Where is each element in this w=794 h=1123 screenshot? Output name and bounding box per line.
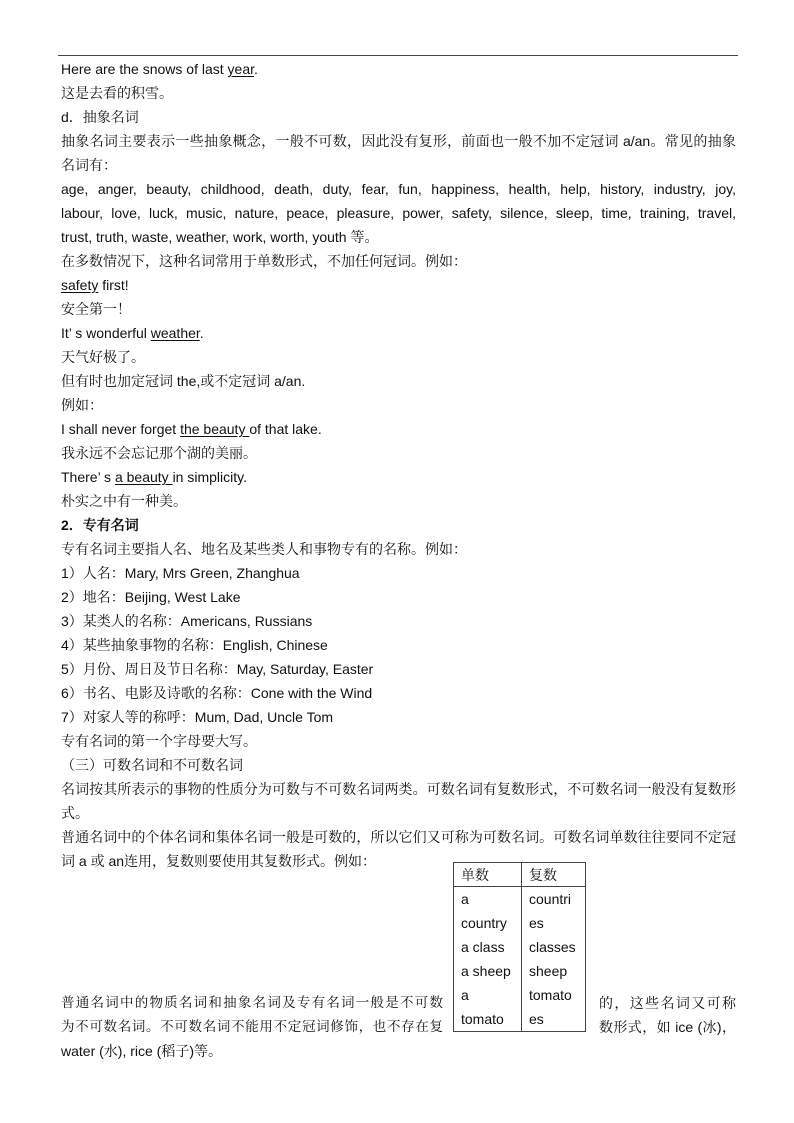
example-safety-underlined: safety — [61, 277, 99, 293]
countable-intro-line: 式。 — [61, 805, 89, 821]
uncountable-description-line: 为不可数名词。不可数名词不能用不定冠词修饰，也不存在复 — [61, 1019, 443, 1034]
table-cell-singular: a class — [461, 939, 505, 955]
table-cell-singular: a sheep — [461, 963, 511, 979]
document-body — [61, 57, 736, 873]
example-snow — [61, 57, 736, 81]
uncountable-description-line: 普通名词中的物质名词和抽象名词及专有名词一般是不可数 — [61, 995, 443, 1010]
proper-noun-item: 7）对家人等的称呼：Mum, Dad, Uncle Tom — [61, 709, 334, 725]
example-safety-translation: 安全第一！ — [61, 301, 131, 317]
table-cell-plural: classes — [529, 939, 576, 955]
example-snow-underlined: year — [227, 61, 254, 77]
uncountable-examples: water (水), rice (稻子)等。 — [61, 1043, 222, 1059]
abstract-noun-list-line: trust, truth, waste, weather, work, worth, youth 等。 — [61, 229, 379, 245]
countable-description-line: 词 a 或 an连用，复数则要使用其复数形式。例如： — [61, 853, 377, 869]
proper-noun-description: 专有名词主要指人名、地名及某些类人和事物专有的名称。例如： — [61, 541, 467, 557]
proper-noun-rule: 专有名词的第一个字母要大写。 — [61, 733, 257, 749]
abstract-noun-heading: d．抽象名词 — [61, 109, 139, 125]
countable-description-line: 普通名词中的个体名词和集体名词一般是可数的，所以它们又可称为可数名词。可数名词单数往往要同不定冠 — [61, 829, 736, 845]
table-cell-singular: a country — [461, 891, 507, 931]
example-weather-translation: 天气好极了。 — [61, 349, 145, 365]
header-rule — [58, 55, 738, 56]
plural-column — [521, 887, 585, 1031]
example-simplicity-underlined: a beauty — [114, 469, 173, 485]
plural-table — [453, 862, 586, 1032]
table-header-plural: 复数 — [521, 863, 585, 887]
example-weather-post: . — [199, 325, 204, 341]
proper-noun-item: 3）某类人的名称：Americans, Russians — [61, 613, 313, 629]
countable-intro-line: 名词按其所表示的事物的性质分为可数与不可数名词两类。可数名词有复数形式，不可数名词一般没有复数形 — [61, 781, 736, 797]
example-beauty-post: of that lake. — [249, 421, 322, 437]
abstract-noun-list-line: age, anger, beauty, childhood, death, duty, fear, fun, happiness, health, help, history, industry, joy, — [61, 181, 736, 197]
example-beauty-underlined: the beauty — [180, 421, 250, 437]
table-header-singular: 单数 — [454, 863, 521, 887]
abstract-noun-list-line: labour, love, luck, music, nature, peace, pleasure, power, safety, silence, sleep, time, training, travel, — [61, 205, 736, 221]
example-weather — [61, 321, 736, 345]
example-safety-post: first! — [98, 277, 129, 293]
proper-noun-heading: 2．专有名词 — [61, 517, 139, 533]
example-simplicity-post: in simplicity. — [172, 469, 247, 485]
article-note: 但有时也加定冠词 the,或不定冠词 a/an. — [61, 373, 306, 389]
uncountable-description-line: 的，这些名词又可称 — [599, 995, 736, 1011]
countable-section-heading: （三）可数名词和不可数名词 — [61, 757, 243, 773]
example-beauty-pre: I shall never forget — [61, 421, 181, 437]
abstract-noun-description-line: 抽象名词主要表示一些抽象概念，一般不可数，因此没有复形，前面也一般不加不定冠词 a/an。常见的抽象 — [61, 133, 736, 149]
table-cell-plural: sheep — [529, 963, 568, 979]
proper-noun-item: 6）书名、电影及诗歌的名称：Cone with the Wind — [61, 685, 373, 701]
example-weather-pre: It’ s wonderful — [61, 325, 151, 341]
uncountable-description-left — [61, 991, 443, 1039]
proper-noun-item: 4）某些抽象事物的名称：English, Chinese — [61, 637, 328, 653]
example-snow-pre: Here are the snows of last — [61, 61, 228, 77]
table-cell-singular: a tomato — [461, 987, 504, 1027]
table-cell-plural: tomatoes — [529, 987, 572, 1027]
abstract-noun-description-line: 名词有： — [61, 157, 117, 173]
uncountable-description-right — [599, 991, 736, 1039]
for-example-label: 例如： — [61, 397, 103, 413]
proper-noun-item: 5）月份、周日及节日名称：May, Saturday, Easter — [61, 661, 374, 677]
uncountable-description-line: 数形式，如 ice (冰)， — [599, 1019, 736, 1035]
example-simplicity-translation: 朴实之中有一种美。 — [61, 493, 187, 509]
proper-noun-item: 2）地名：Beijing, West Lake — [61, 589, 241, 605]
example-simplicity — [61, 465, 736, 489]
example-weather-underlined: weather — [150, 325, 200, 341]
example-safety — [61, 273, 736, 297]
example-snow-translation: 这是去看的积雪。 — [61, 85, 173, 101]
example-beauty-translation: 我永远不会忘记那个湖的美丽。 — [61, 445, 257, 461]
example-simplicity-pre: There’ s — [61, 469, 115, 485]
example-snow-post: . — [254, 61, 258, 77]
example-beauty — [61, 417, 736, 441]
usage-note: 在多数情况下，这种名词常用于单数形式，不加任何冠词。例如： — [61, 253, 467, 269]
table-cell-plural: countries — [529, 891, 572, 931]
proper-noun-item: 1）人名：Mary, Mrs Green, Zhanghua — [61, 565, 300, 581]
singular-column — [454, 887, 521, 1031]
